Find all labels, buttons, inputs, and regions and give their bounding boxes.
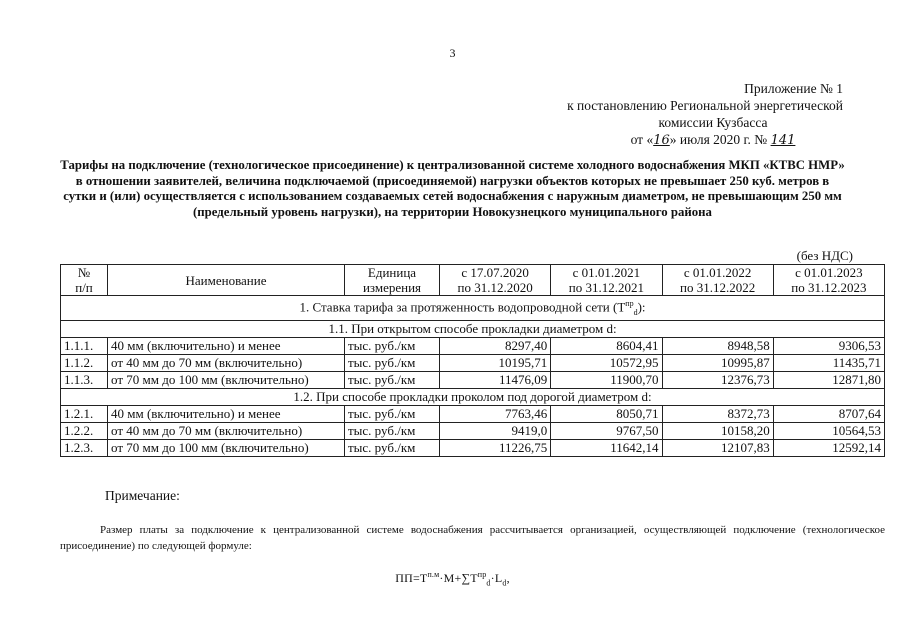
- row-unit: тыс. руб./км: [345, 337, 440, 354]
- section-1-sub: d: [633, 307, 638, 317]
- row-name: от 70 мм до 100 мм (включительно): [108, 371, 345, 388]
- row-value: 10572,95: [551, 354, 662, 371]
- appendix-line-2: к постановлению Региональной энергетической: [567, 98, 843, 113]
- row-value: 8948,58: [662, 337, 773, 354]
- header-num: [61, 265, 108, 296]
- row-unit: тыс. руб./км: [345, 439, 440, 456]
- row-value: 9306,53: [773, 337, 884, 354]
- appendix-title: Приложение № 1: [744, 81, 843, 96]
- handwritten-day: 16: [653, 133, 670, 148]
- header-unit-line2: измерения: [362, 280, 422, 295]
- period-3-from: с 01.01.2022: [683, 265, 752, 280]
- table-row: [61, 354, 885, 371]
- row-name: 40 мм (включительно) и менее: [108, 337, 345, 354]
- formula-lhs: ПП=Т: [395, 571, 428, 585]
- row-value: 8707,64: [773, 405, 884, 422]
- formula-tail: ,: [506, 571, 510, 585]
- row-unit: тыс. руб./км: [345, 405, 440, 422]
- section-row: [61, 296, 885, 321]
- appendix-block: [523, 80, 843, 149]
- table-row: [61, 439, 885, 456]
- row-value: 8050,71: [551, 405, 662, 422]
- row-value: 12592,14: [773, 439, 884, 456]
- note-label: Примечание:: [105, 488, 180, 503]
- row-num: 1.1.2.: [61, 354, 108, 371]
- row-value: 9419,0: [440, 422, 551, 439]
- row-value: 11476,09: [440, 371, 551, 388]
- row-value: 8372,73: [662, 405, 773, 422]
- table-row: [61, 337, 885, 354]
- row-num: 1.2.2.: [61, 422, 108, 439]
- date-middle: » июля 2020 г. №: [669, 132, 768, 147]
- row-value: 11900,70: [551, 371, 662, 388]
- row-name: от 40 мм до 70 мм (включительно): [108, 354, 345, 371]
- header-period-3: [662, 265, 773, 296]
- header-period-4: [773, 265, 884, 296]
- formula-rest: ·L: [490, 571, 503, 585]
- section-1-text: 1. Ставка тарифа за протяженность водопроводной сети (T: [299, 299, 626, 315]
- formula-sub-3: d: [502, 578, 507, 588]
- row-value: 7763,46: [440, 405, 551, 422]
- section-1-end: ):: [637, 299, 646, 315]
- table-row: [61, 405, 885, 422]
- row-value: 10195,71: [440, 354, 551, 371]
- row-value: 11435,71: [773, 354, 884, 371]
- row-value: 8297,40: [440, 337, 551, 354]
- row-num: 1.2.1.: [61, 405, 108, 422]
- period-2-from: с 01.01.2021: [572, 265, 641, 280]
- table-row: [61, 371, 885, 388]
- row-value: 12376,73: [662, 371, 773, 388]
- row-num: 1.1.1.: [61, 337, 108, 354]
- row-unit: тыс. руб./км: [345, 354, 440, 371]
- formula-sup-2: пр: [477, 570, 487, 579]
- row-name: от 70 мм до 100 мм (включительно): [108, 439, 345, 456]
- row-num: 1.1.3.: [61, 371, 108, 388]
- row-name: от 40 мм до 70 мм (включительно): [108, 422, 345, 439]
- row-num: 1.2.3.: [61, 439, 108, 456]
- row-value: 10995,87: [662, 354, 773, 371]
- page-number: 3: [449, 46, 456, 60]
- tariff-table: [60, 264, 885, 457]
- header-period-1: [440, 265, 551, 296]
- appendix-line-3: комиссии Кузбасса: [658, 115, 768, 130]
- table-row: [61, 422, 885, 439]
- header-unit: [345, 265, 440, 296]
- subsection-row: [61, 388, 885, 405]
- vat-note: (без НДС): [796, 248, 853, 263]
- handwritten-number: 141: [770, 133, 796, 148]
- section-1-sup: пр: [625, 299, 634, 308]
- note-text: Размер платы за подключение к централизованной системе водоснабжения рассчитывается организацией, осуществляющей подключение (технологическое присоединение) по следующей формуле:: [60, 524, 885, 552]
- section-1-heading: [61, 296, 885, 321]
- period-2-to: по 31.12.2021: [568, 280, 644, 295]
- period-1-from: с 17.07.2020: [461, 265, 529, 280]
- period-4-from: с 01.01.2023: [795, 265, 863, 280]
- subsection-row: [61, 320, 885, 337]
- row-value: 12107,83: [662, 439, 773, 456]
- row-value: 12871,80: [773, 371, 884, 388]
- row-unit: тыс. руб./км: [345, 371, 440, 388]
- appendix-date-line: [523, 131, 843, 149]
- header-name: Наименование: [108, 265, 345, 296]
- header-num-line2: п/п: [75, 280, 93, 295]
- document-title: Тарифы на подключение (технологическое присоединение) к централизованной системе холодного водоснабжения МКП «КТВС НМР» в отношении заявителей, величина подключаемой (присоединяемой) нагрузки объектов которых не превышает 250 куб. метров в сутки и (или) осуществляется с использованием создаваемых сетей водоснабжения с наружным диаметром, не превышающим 250 мм (предельный уровень нагрузки), на территории Новокузнецкого муниципального района: [60, 158, 845, 219]
- formula-sub-2: d: [486, 578, 491, 588]
- period-4-to: по 31.12.2023: [791, 280, 867, 295]
- row-value: 11226,75: [440, 439, 551, 456]
- header-unit-line1: Единица: [367, 265, 417, 280]
- row-value: 8604,41: [551, 337, 662, 354]
- row-value: 9767,50: [551, 422, 662, 439]
- date-prefix: от «: [630, 132, 654, 147]
- header-num-line1: №: [77, 265, 91, 280]
- period-3-to: по 31.12.2022: [680, 280, 756, 295]
- row-unit: тыс. руб./км: [345, 422, 440, 439]
- period-1-to: по 31.12.2020: [457, 280, 533, 295]
- row-name: 40 мм (включительно) и менее: [108, 405, 345, 422]
- table-header-row: [61, 265, 885, 296]
- formula-sup-1: п.м: [427, 570, 440, 579]
- row-value: 11642,14: [551, 439, 662, 456]
- formula-mid: ·M+∑T: [439, 571, 478, 585]
- subsection-2-heading: 1.2. При способе прокладки проколом под дорогой диаметром d:: [61, 388, 885, 405]
- formula: [0, 570, 905, 587]
- row-value: 10158,20: [662, 422, 773, 439]
- subsection-1-heading: 1.1. При открытом способе прокладки диаметром d:: [61, 320, 885, 337]
- header-period-2: [551, 265, 662, 296]
- row-value: 10564,53: [773, 422, 884, 439]
